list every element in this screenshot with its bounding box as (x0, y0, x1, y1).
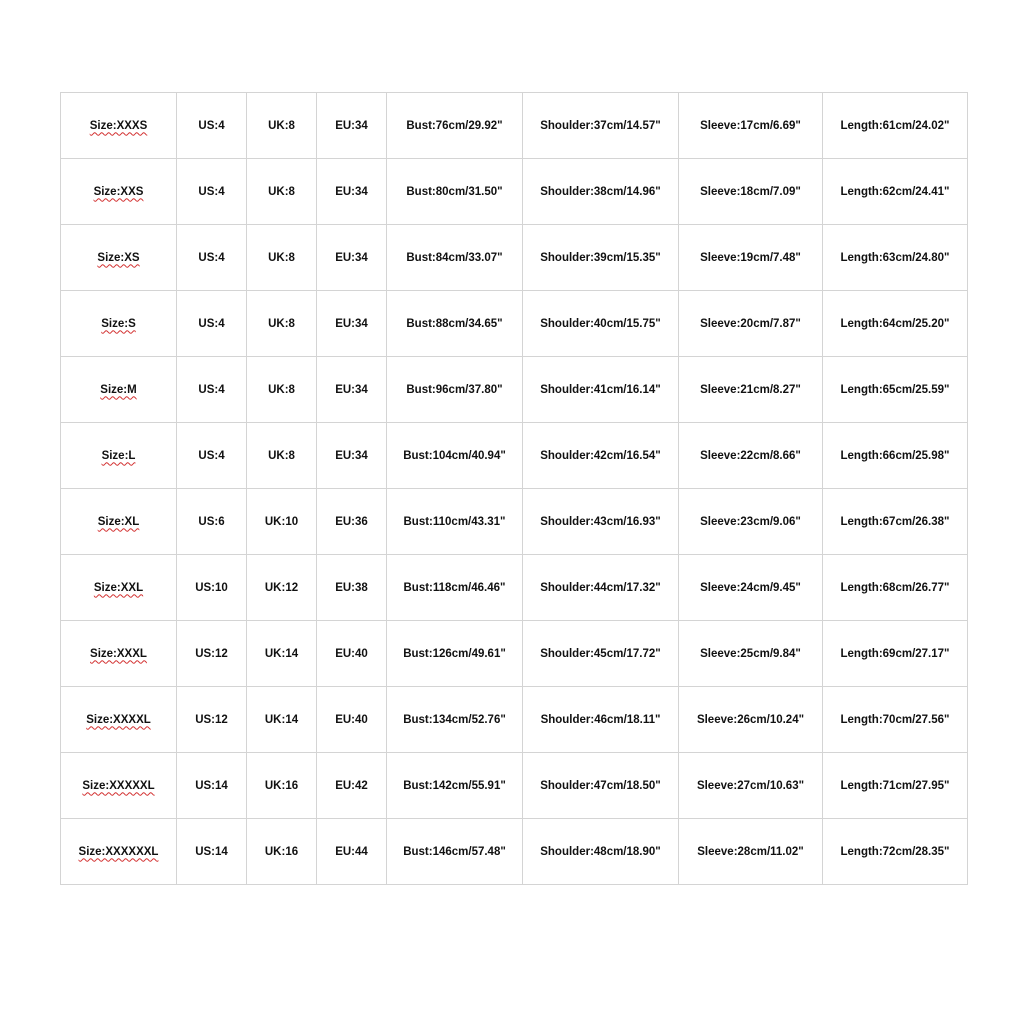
bust-cell (387, 687, 523, 753)
bust-cell (387, 291, 523, 357)
size-cell (61, 93, 177, 159)
bust-cell-text: Bust:146cm/57.48" (403, 845, 506, 858)
shoulder-cell (523, 159, 679, 225)
uk-size-cell (247, 291, 317, 357)
sleeve-cell (679, 819, 823, 885)
us-size-cell-text: US:10 (195, 581, 228, 594)
eu-size-cell (317, 621, 387, 687)
length-cell-text: Length:65cm/25.59" (840, 383, 950, 396)
size-cell-text: Size:XXXS (89, 119, 148, 132)
sleeve-cell-text: Sleeve:18cm/7.09" (700, 185, 801, 198)
shoulder-cell (523, 423, 679, 489)
eu-size-cell (317, 225, 387, 291)
bust-cell (387, 225, 523, 291)
length-cell-text: Length:62cm/24.41" (840, 185, 950, 198)
size-cell (61, 423, 177, 489)
us-size-cell (177, 93, 247, 159)
bust-cell-text: Bust:134cm/52.76" (403, 713, 506, 726)
length-cell (823, 291, 968, 357)
uk-size-cell-text: UK:16 (264, 779, 299, 792)
eu-size-cell-text: EU:38 (335, 581, 368, 594)
shoulder-cell (523, 225, 679, 291)
length-cell (823, 423, 968, 489)
bust-cell-text: Bust:76cm/29.92" (406, 119, 503, 132)
sleeve-cell (679, 753, 823, 819)
eu-size-cell (317, 687, 387, 753)
length-cell (823, 357, 968, 423)
size-cell (61, 687, 177, 753)
length-cell-text: Length:68cm/26.77" (840, 581, 950, 594)
us-size-cell (177, 225, 247, 291)
us-size-cell-text: US:6 (198, 515, 225, 528)
sleeve-cell-text: Sleeve:22cm/8.66" (700, 449, 801, 462)
eu-size-cell (317, 93, 387, 159)
table-row (61, 159, 968, 225)
table-row (61, 687, 968, 753)
table-row (61, 555, 968, 621)
size-chart-body (61, 93, 968, 885)
eu-size-cell-text: EU:34 (335, 449, 368, 462)
length-cell-text: Length:70cm/27.56" (840, 713, 950, 726)
sleeve-cell-text: Sleeve:26cm/10.24" (696, 713, 805, 726)
eu-size-cell-text: EU:34 (335, 251, 368, 264)
length-cell-text: Length:67cm/26.38" (840, 515, 950, 528)
uk-size-cell (247, 753, 317, 819)
shoulder-cell-text: Shoulder:39cm/15.35" (540, 251, 661, 264)
length-cell-text: Length:72cm/28.35" (840, 845, 950, 858)
length-cell-text: Length:69cm/27.17" (840, 647, 950, 660)
bust-cell-text: Bust:126cm/49.61" (403, 647, 506, 660)
uk-size-cell-text: UK:8 (268, 119, 295, 132)
size-chart-table (60, 92, 968, 885)
eu-size-cell (317, 489, 387, 555)
table-row (61, 225, 968, 291)
uk-size-cell-text: UK:8 (268, 449, 295, 462)
size-cell-text: Size:XXXXXXL (78, 845, 159, 858)
us-size-cell-text: US:14 (195, 779, 228, 792)
size-cell (61, 159, 177, 225)
us-size-cell (177, 555, 247, 621)
us-size-cell (177, 423, 247, 489)
size-cell-text: Size:M (100, 383, 137, 396)
shoulder-cell-text: Shoulder:37cm/14.57" (540, 119, 661, 132)
eu-size-cell-text: EU:44 (335, 845, 368, 858)
sleeve-cell (679, 93, 823, 159)
length-cell-text: Length:66cm/25.98" (840, 449, 950, 462)
sleeve-cell (679, 291, 823, 357)
us-size-cell (177, 621, 247, 687)
us-size-cell-text: US:4 (198, 383, 225, 396)
bust-cell-text: Bust:104cm/40.94" (403, 449, 506, 462)
table-row (61, 93, 968, 159)
table-row (61, 819, 968, 885)
shoulder-cell (523, 93, 679, 159)
shoulder-cell (523, 489, 679, 555)
sleeve-cell (679, 159, 823, 225)
size-cell-text: Size:XL (97, 515, 140, 528)
sleeve-cell-text: Sleeve:24cm/9.45" (700, 581, 801, 594)
sleeve-cell-text: Sleeve:19cm/7.48" (700, 251, 801, 264)
length-cell (823, 225, 968, 291)
us-size-cell (177, 687, 247, 753)
uk-size-cell-text: UK:12 (264, 581, 299, 594)
bust-cell-text: Bust:88cm/34.65" (406, 317, 503, 330)
size-cell (61, 753, 177, 819)
us-size-cell-text: US:4 (198, 449, 225, 462)
bust-cell (387, 489, 523, 555)
bust-cell-text: Bust:110cm/43.31" (403, 515, 506, 528)
us-size-cell-text: US:14 (195, 845, 228, 858)
sleeve-cell-text: Sleeve:25cm/9.84" (700, 647, 801, 660)
shoulder-cell (523, 621, 679, 687)
shoulder-cell (523, 687, 679, 753)
size-cell (61, 621, 177, 687)
sleeve-cell (679, 489, 823, 555)
shoulder-cell-text: Shoulder:45cm/17.72" (540, 647, 661, 660)
size-cell-text: Size:L (101, 449, 136, 462)
table-row (61, 423, 968, 489)
us-size-cell-text: US:12 (195, 713, 228, 726)
uk-size-cell-text: UK:8 (268, 185, 295, 198)
bust-cell-text: Bust:84cm/33.07" (406, 251, 503, 264)
uk-size-cell (247, 423, 317, 489)
shoulder-cell-text: Shoulder:41cm/16.14" (540, 383, 661, 396)
uk-size-cell (247, 93, 317, 159)
bust-cell (387, 753, 523, 819)
sleeve-cell (679, 357, 823, 423)
sleeve-cell-text: Sleeve:20cm/7.87" (700, 317, 801, 330)
bust-cell-text: Bust:118cm/46.46" (403, 581, 506, 594)
eu-size-cell (317, 159, 387, 225)
bust-cell-text: Bust:142cm/55.91" (403, 779, 506, 792)
uk-size-cell (247, 225, 317, 291)
uk-size-cell-text: UK:14 (264, 647, 299, 660)
size-cell (61, 225, 177, 291)
uk-size-cell-text: UK:8 (268, 317, 295, 330)
table-row (61, 291, 968, 357)
length-cell-text: Length:63cm/24.80" (840, 251, 950, 264)
uk-size-cell-text: UK:10 (264, 515, 299, 528)
us-size-cell (177, 753, 247, 819)
eu-size-cell-text: EU:42 (335, 779, 368, 792)
length-cell (823, 687, 968, 753)
eu-size-cell (317, 555, 387, 621)
length-cell (823, 93, 968, 159)
size-cell-text: Size:XS (97, 251, 140, 264)
us-size-cell-text: US:12 (195, 647, 228, 660)
us-size-cell (177, 819, 247, 885)
bust-cell (387, 357, 523, 423)
shoulder-cell (523, 291, 679, 357)
us-size-cell (177, 291, 247, 357)
uk-size-cell-text: UK:8 (268, 251, 295, 264)
size-cell (61, 489, 177, 555)
shoulder-cell (523, 555, 679, 621)
shoulder-cell-text: Shoulder:46cm/18.11" (540, 713, 661, 726)
sleeve-cell-text: Sleeve:23cm/9.06" (700, 515, 801, 528)
uk-size-cell (247, 489, 317, 555)
size-cell (61, 291, 177, 357)
eu-size-cell-text: EU:40 (335, 713, 368, 726)
eu-size-cell-text: EU:34 (335, 317, 368, 330)
sleeve-cell-text: Sleeve:28cm/11.02" (697, 845, 804, 858)
shoulder-cell (523, 357, 679, 423)
uk-size-cell (247, 687, 317, 753)
sleeve-cell (679, 225, 823, 291)
table-row (61, 357, 968, 423)
size-cell-text: Size:XXXXXL (82, 779, 155, 792)
sleeve-cell-text: Sleeve:17cm/6.69" (700, 119, 801, 132)
uk-size-cell-text: UK:16 (264, 845, 299, 858)
uk-size-cell (247, 819, 317, 885)
shoulder-cell-text: Shoulder:44cm/17.32" (540, 581, 661, 594)
shoulder-cell (523, 753, 679, 819)
us-size-cell (177, 159, 247, 225)
length-cell (823, 621, 968, 687)
size-cell-text: Size:XXS (93, 185, 144, 198)
length-cell (823, 753, 968, 819)
eu-size-cell (317, 357, 387, 423)
eu-size-cell (317, 819, 387, 885)
uk-size-cell (247, 621, 317, 687)
size-cell-text: Size:XXXXL (86, 713, 151, 726)
size-cell-text: Size:S (101, 317, 136, 330)
length-cell (823, 159, 968, 225)
shoulder-cell (523, 819, 679, 885)
eu-size-cell (317, 753, 387, 819)
bust-cell (387, 621, 523, 687)
uk-size-cell (247, 555, 317, 621)
eu-size-cell-text: EU:36 (335, 515, 368, 528)
us-size-cell (177, 357, 247, 423)
table-row (61, 753, 968, 819)
length-cell (823, 555, 968, 621)
sleeve-cell-text: Sleeve:27cm/10.63" (696, 779, 805, 792)
shoulder-cell-text: Shoulder:47cm/18.50" (540, 779, 661, 792)
size-cell-text: Size:XXL (93, 581, 144, 594)
eu-size-cell-text: EU:34 (335, 185, 368, 198)
bust-cell-text: Bust:80cm/31.50" (406, 185, 503, 198)
sleeve-cell (679, 687, 823, 753)
eu-size-cell-text: EU:40 (335, 647, 368, 660)
length-cell (823, 489, 968, 555)
uk-size-cell-text: UK:14 (264, 713, 299, 726)
size-cell (61, 819, 177, 885)
sleeve-cell (679, 621, 823, 687)
size-cell (61, 555, 177, 621)
bust-cell (387, 93, 523, 159)
length-cell (823, 819, 968, 885)
eu-size-cell (317, 423, 387, 489)
size-cell (61, 357, 177, 423)
table-row (61, 621, 968, 687)
shoulder-cell-text: Shoulder:42cm/16.54" (540, 449, 661, 462)
bust-cell (387, 819, 523, 885)
eu-size-cell (317, 291, 387, 357)
us-size-cell-text: US:4 (198, 119, 225, 132)
shoulder-cell-text: Shoulder:38cm/14.96" (540, 185, 661, 198)
bust-cell-text: Bust:96cm/37.80" (406, 383, 503, 396)
length-cell-text: Length:64cm/25.20" (840, 317, 950, 330)
sleeve-cell (679, 423, 823, 489)
sleeve-cell (679, 555, 823, 621)
shoulder-cell-text: Shoulder:40cm/15.75" (540, 317, 661, 330)
length-cell-text: Length:71cm/27.95" (840, 779, 950, 792)
bust-cell (387, 423, 523, 489)
table-row (61, 489, 968, 555)
uk-size-cell-text: UK:8 (268, 383, 295, 396)
us-size-cell-text: US:4 (198, 251, 225, 264)
us-size-cell-text: US:4 (198, 185, 225, 198)
shoulder-cell-text: Shoulder:43cm/16.93" (540, 515, 661, 528)
us-size-cell-text: US:4 (198, 317, 225, 330)
shoulder-cell-text: Shoulder:48cm/18.90" (540, 845, 661, 858)
uk-size-cell (247, 159, 317, 225)
sleeve-cell-text: Sleeve:21cm/8.27" (700, 383, 801, 396)
uk-size-cell (247, 357, 317, 423)
length-cell-text: Length:61cm/24.02" (840, 119, 950, 132)
eu-size-cell-text: EU:34 (335, 119, 368, 132)
bust-cell (387, 159, 523, 225)
bust-cell (387, 555, 523, 621)
eu-size-cell-text: EU:34 (335, 383, 368, 396)
us-size-cell (177, 489, 247, 555)
size-cell-text: Size:XXXL (90, 647, 147, 660)
